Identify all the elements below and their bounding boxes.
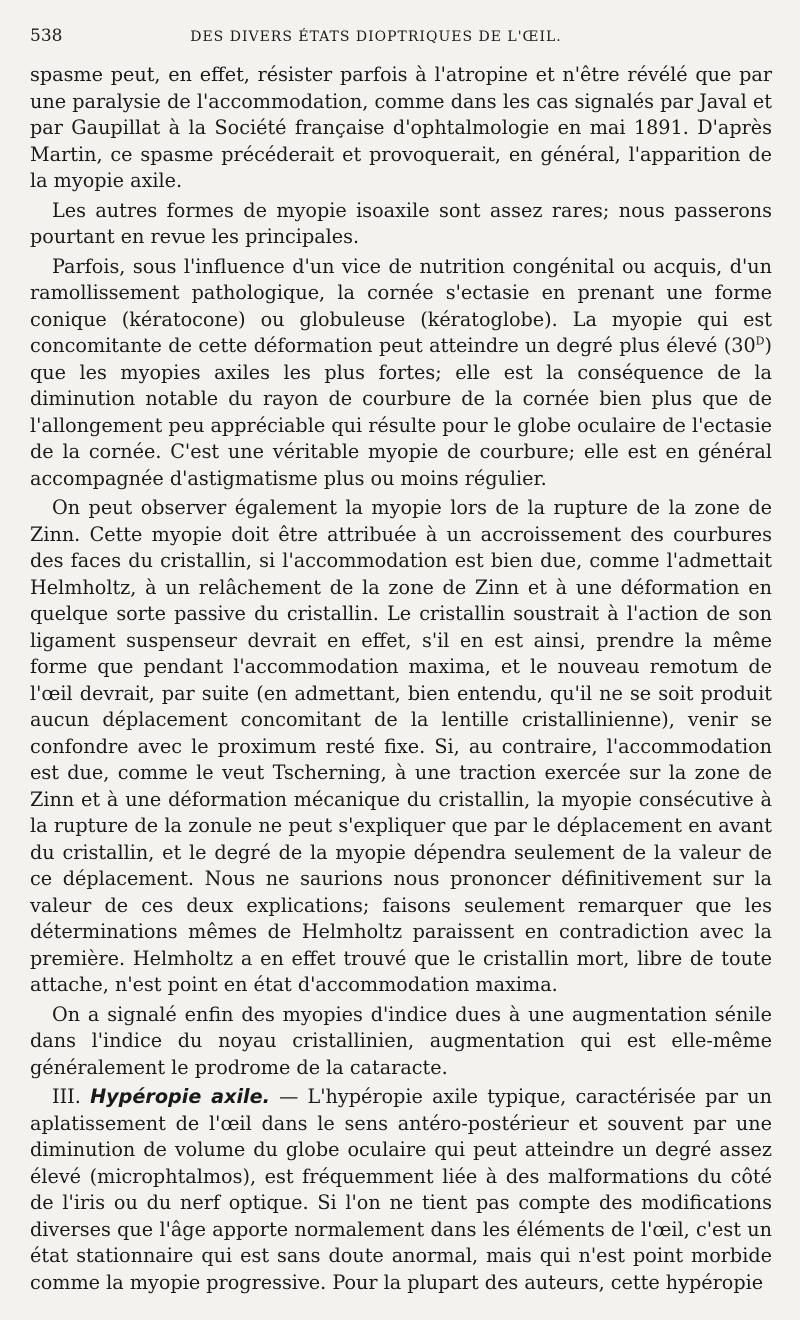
diopter-superscript: D [755, 334, 765, 348]
page-number: 538 [30, 26, 63, 46]
section-number: III. [52, 1085, 81, 1108]
section-text: — L'hypéropie axile typique, caractérisée par un aplatissement de l'œil dans le sens antéro-postérieur et souvent par une diminution de volume du globe oculaire qui peut atteindre un degré assez élevé (microphtalmos), est fréquemment liée à des malformations du côté de l'iris ou du nerf optique. Si l'on ne tient pas compte des modifications diverses que l'âge apporte normalement dans les éléments de l'œil, c'est un état stationnaire qui est sans doute anormal, mais qui n'est point morbide comme la myopie progressive. Pour la plupart des auteurs, cette hypéropie [30, 1085, 772, 1294]
keratocone-text-before: Parfois, sous l'influence d'un vice de nutrition congénital ou acquis, d'un ramollissement pathologique, la cornée s'ectasie en prenant une forme conique (kératocone) ou globuleuse (kératoglobe). La myopie qui est concomitante de cette déformation peut atteindre un degré plus élevé (30 [30, 254, 772, 357]
paragraph-continued: spasme peut, en effet, résister parfois à l'atropine et n'être révélé que par une paralysie de l'accommodation, comme dans les cas signalés par Javal et par Gaupillat à la Société française d'ophtalmologie en mai 1891. D'après Martin, ce spasme précéderait et provoquerait, en général, l'apparition de la myopie axile. [30, 63, 772, 192]
keratocone-text-after: ) que les myopies axiles les plus fortes; elle est la conséquence de la diminution notable du rayon de courbure de la cornée bien plus que de l'allongement peu appréciable qui résulte pour le globe oculaire de l'ectasie de la cornée. C'est une véritable myopie de courbure; elle est en général accompagnée d'astigmatisme plus ou moins régulier. [30, 334, 772, 490]
section-hyperopie [30, 1084, 772, 1296]
paragraph-isoaxile: Les autres formes de myopie isoaxile sont assez rares; nous passerons pourtant en revue les principales. [30, 198, 772, 248]
paragraph-indice: On a signalé enfin des myopies d'indice dues à une augmentation sénile dans l'indice du noyau cristallinien, augmentation qui est elle-même généralement le prodrome de la cataracte. [30, 1002, 772, 1079]
page-header [30, 26, 772, 62]
section-heading: Hypéropie axile. [90, 1085, 270, 1108]
running-title: DES DIVERS ÉTATS DIOPTRIQUES DE L'ŒIL. [190, 29, 562, 45]
paragraph-keratocone [30, 254, 772, 493]
paragraph-zinn: On peut observer également la myopie lors de la rupture de la zone de Zinn. Cette myopie doit être attribuée à un accroissement des courbures des faces du cristallin, si l'accommodation est bien due, comme l'admettait Helmholtz, à un relâchement de la zone de Zinn et à une déformation en quelque sorte passive du cristallin. Le cristallin soustrait à l'action de son ligament suspenseur devrait en effet, s'il en est ainsi, prendre la même forme que pendant l'accommodation maxima, et le nouveau remotum de l'œil devrait, par suite (en admettant, bien entendu, qu'il ne se soit produit aucun déplacement concomitant de la lentille cristallinienne), venir se confondre avec le proximum resté fixe. Si, au contraire, l'accommodation est due, comme le veut Tscherning, à une traction exercée sur la zone de Zinn et à une déformation mécanique du cristallin, la myopie consécutive à la rupture de la zonule ne peut s'expliquer que par le déplacement en avant du cristallin, et le degré de la myopie dépendra seulement de la valeur de ce déplacement. Nous ne saurions nous prononcer définitivement sur la valeur de ces deux explications; faisons seulement remarquer que les déterminations mêmes de Helmholtz paraissent en contradiction avec la première. Helmholtz a en effet trouvé que le cristallin mort, libre de toute attache, n'est point en état d'accommodation maxima. [30, 496, 772, 996]
body-text [30, 62, 772, 1296]
